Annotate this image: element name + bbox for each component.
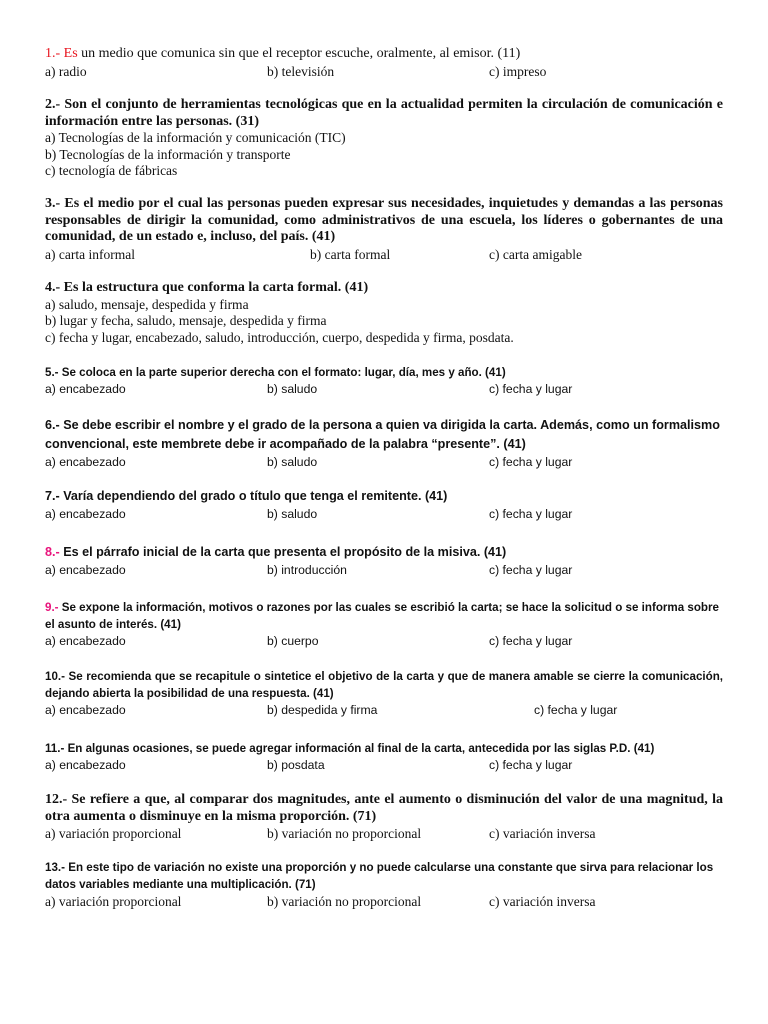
question-number: 4.-: [45, 280, 61, 295]
options-row: [45, 506, 723, 523]
option-c: c) fecha y lugar: [489, 455, 573, 469]
option-b: b) cuerpo: [267, 634, 319, 648]
question-text: Es el medio por el cual las personas pueden expresar sus necesidades, inquietudes y demandas a las personas responsables de dirigir la comunidad, como administrativos de una escuela, los líderes o gobernantes de una comunidad, de un estado e, incluso, del país. (41): [45, 196, 723, 244]
question-11: [45, 740, 723, 774]
question-number: 1.- Es: [45, 46, 78, 61]
question-number: 10.-: [45, 670, 65, 683]
option-a: a) carta informal: [45, 246, 135, 262]
options-row: [45, 757, 723, 774]
option-a: a) encabezado: [45, 758, 126, 772]
option-a: a) encabezado: [45, 634, 126, 648]
question-number: 3.-: [45, 196, 61, 211]
option-c: c) impreso: [489, 63, 547, 79]
question-number: 5.-: [45, 366, 59, 379]
question-12: [45, 792, 723, 842]
option-b: b) posdata: [267, 758, 325, 772]
option-b: b) saludo: [267, 506, 318, 521]
option-a: a) variación proporcional: [45, 826, 182, 841]
question-text: un medio que comunica sin que el receptor escuche, oralmente, al emisor. (11): [77, 46, 521, 61]
option-b: b) saludo: [267, 382, 318, 396]
option-c: c) variación inversa: [489, 894, 596, 909]
option-a: a) Tecnologías de la información y comunicación (TIC): [45, 130, 346, 145]
question-text: Son el conjunto de herramientas tecnológicas que en la actualidad permiten la circulación de comunicación e información entre las personas. (31): [45, 97, 723, 129]
option-c: c) fecha y lugar: [489, 634, 573, 648]
option-c: c) carta amigable: [489, 246, 582, 262]
question-text: Es el párrafo inicial de la carta que presenta el propósito de la misiva. (41): [59, 545, 507, 559]
option-a: a) saludo, mensaje, despedida y firma: [45, 296, 249, 312]
option-a: a) encabezado: [45, 506, 126, 521]
question-number: 7.-: [45, 489, 60, 503]
question-number: 12.-: [45, 792, 68, 807]
options-row: [45, 562, 723, 579]
option-c: c) fecha y lugar, encabezado, saludo, introducción, cuerpo, despedida y firma, posdata.: [45, 329, 514, 345]
question-number: 13.-: [45, 861, 65, 874]
option-b: b) saludo: [267, 455, 318, 469]
option-b: b) carta formal: [310, 246, 391, 262]
options-row: [45, 63, 723, 80]
question-text: Se coloca en la parte superior derecha con el formato: lugar, día, mes y año. (41): [58, 366, 506, 379]
question-9: [45, 599, 723, 650]
option-b: b) variación no proporcional: [267, 826, 422, 841]
option-c: c) fecha y lugar: [534, 703, 618, 717]
question-text: Se recomienda que se recapitule o sintetice el objetivo de la carta y que de manera amable se cierre la comunicación, dejando abierta la posibilidad de una respuesta. (41): [45, 670, 723, 700]
options-row: [45, 381, 723, 398]
question-4: [45, 280, 723, 346]
question-text: Se refiere a que, al comparar dos magnitudes, ante el aumento o disminución del valor de una magnitud, la otra aumenta o disminuye en la misma proporción. (71): [45, 792, 723, 824]
question-13: [45, 859, 723, 910]
options-row: [45, 825, 723, 842]
question-number: 2.-: [45, 97, 61, 112]
question-text: En algunas ocasiones, se puede agregar información al final de la carta, antecedida por las siglas P.D. (41): [64, 742, 655, 755]
question-10: [45, 668, 723, 719]
question-number: 9.-: [45, 601, 59, 614]
question-3: [45, 196, 723, 263]
question-8: [45, 544, 723, 579]
option-a: a) encabezado: [45, 562, 126, 577]
option-a: a) encabezado: [45, 455, 126, 469]
question-2: [45, 97, 723, 180]
options-row: [45, 246, 723, 263]
question-number: 8.-: [45, 545, 60, 559]
question-number: 11.-: [45, 742, 65, 755]
option-c: c) fecha y lugar: [489, 382, 573, 396]
option-b: b) despedida y firma: [267, 703, 378, 717]
option-c: c) tecnología de fábricas: [45, 163, 178, 178]
option-b: b) variación no proporcional: [267, 894, 422, 909]
option-b: b) introducción: [267, 562, 347, 577]
options-row: [45, 633, 723, 650]
option-b: b) lugar y fecha, saludo, mensaje, despedida y firma: [45, 313, 327, 328]
question-7: [45, 488, 723, 523]
option-a: a) radio: [45, 63, 87, 79]
option-c: c) variación inversa: [489, 826, 596, 841]
option-c: c) fecha y lugar: [489, 562, 573, 577]
option-c: c) fecha y lugar: [489, 758, 573, 772]
options-row: [45, 893, 723, 910]
option-a: a) encabezado: [45, 382, 126, 396]
question-number: 6.-: [45, 418, 60, 432]
options-row: [45, 454, 723, 471]
option-b: b) televisión: [267, 63, 335, 79]
question-text: Varía dependiendo del grado o título que tenga el remitente. (41): [59, 489, 448, 503]
question-5: [45, 364, 723, 398]
question-text: En este tipo de variación no existe una proporción y no puede calcularse una constante que sirva para relacionar los datos variables mediante una multiplicación. (71): [45, 861, 714, 891]
question-6: [45, 416, 723, 471]
option-c: c) fecha y lugar: [489, 506, 573, 521]
question-text: Es la estructura que conforma la carta formal. (41): [60, 280, 369, 295]
options-row: [45, 702, 723, 719]
option-a: a) variación proporcional: [45, 894, 182, 909]
option-b: b) Tecnologías de la información y transporte: [45, 146, 291, 162]
question-text: Se debe escribir el nombre y el grado de la persona a quien va dirigida la carta. Además, como un formalismo convencional, este membrete debe ir acompañado de la palabra “presente”. (41): [45, 418, 720, 451]
question-1: [45, 46, 723, 80]
question-text: Se expone la información, motivos o razones por las cuales se escribió la carta; se hace la solicitud o se informa sobre el asunto de interés. (41): [45, 601, 719, 631]
option-a: a) encabezado: [45, 703, 126, 717]
